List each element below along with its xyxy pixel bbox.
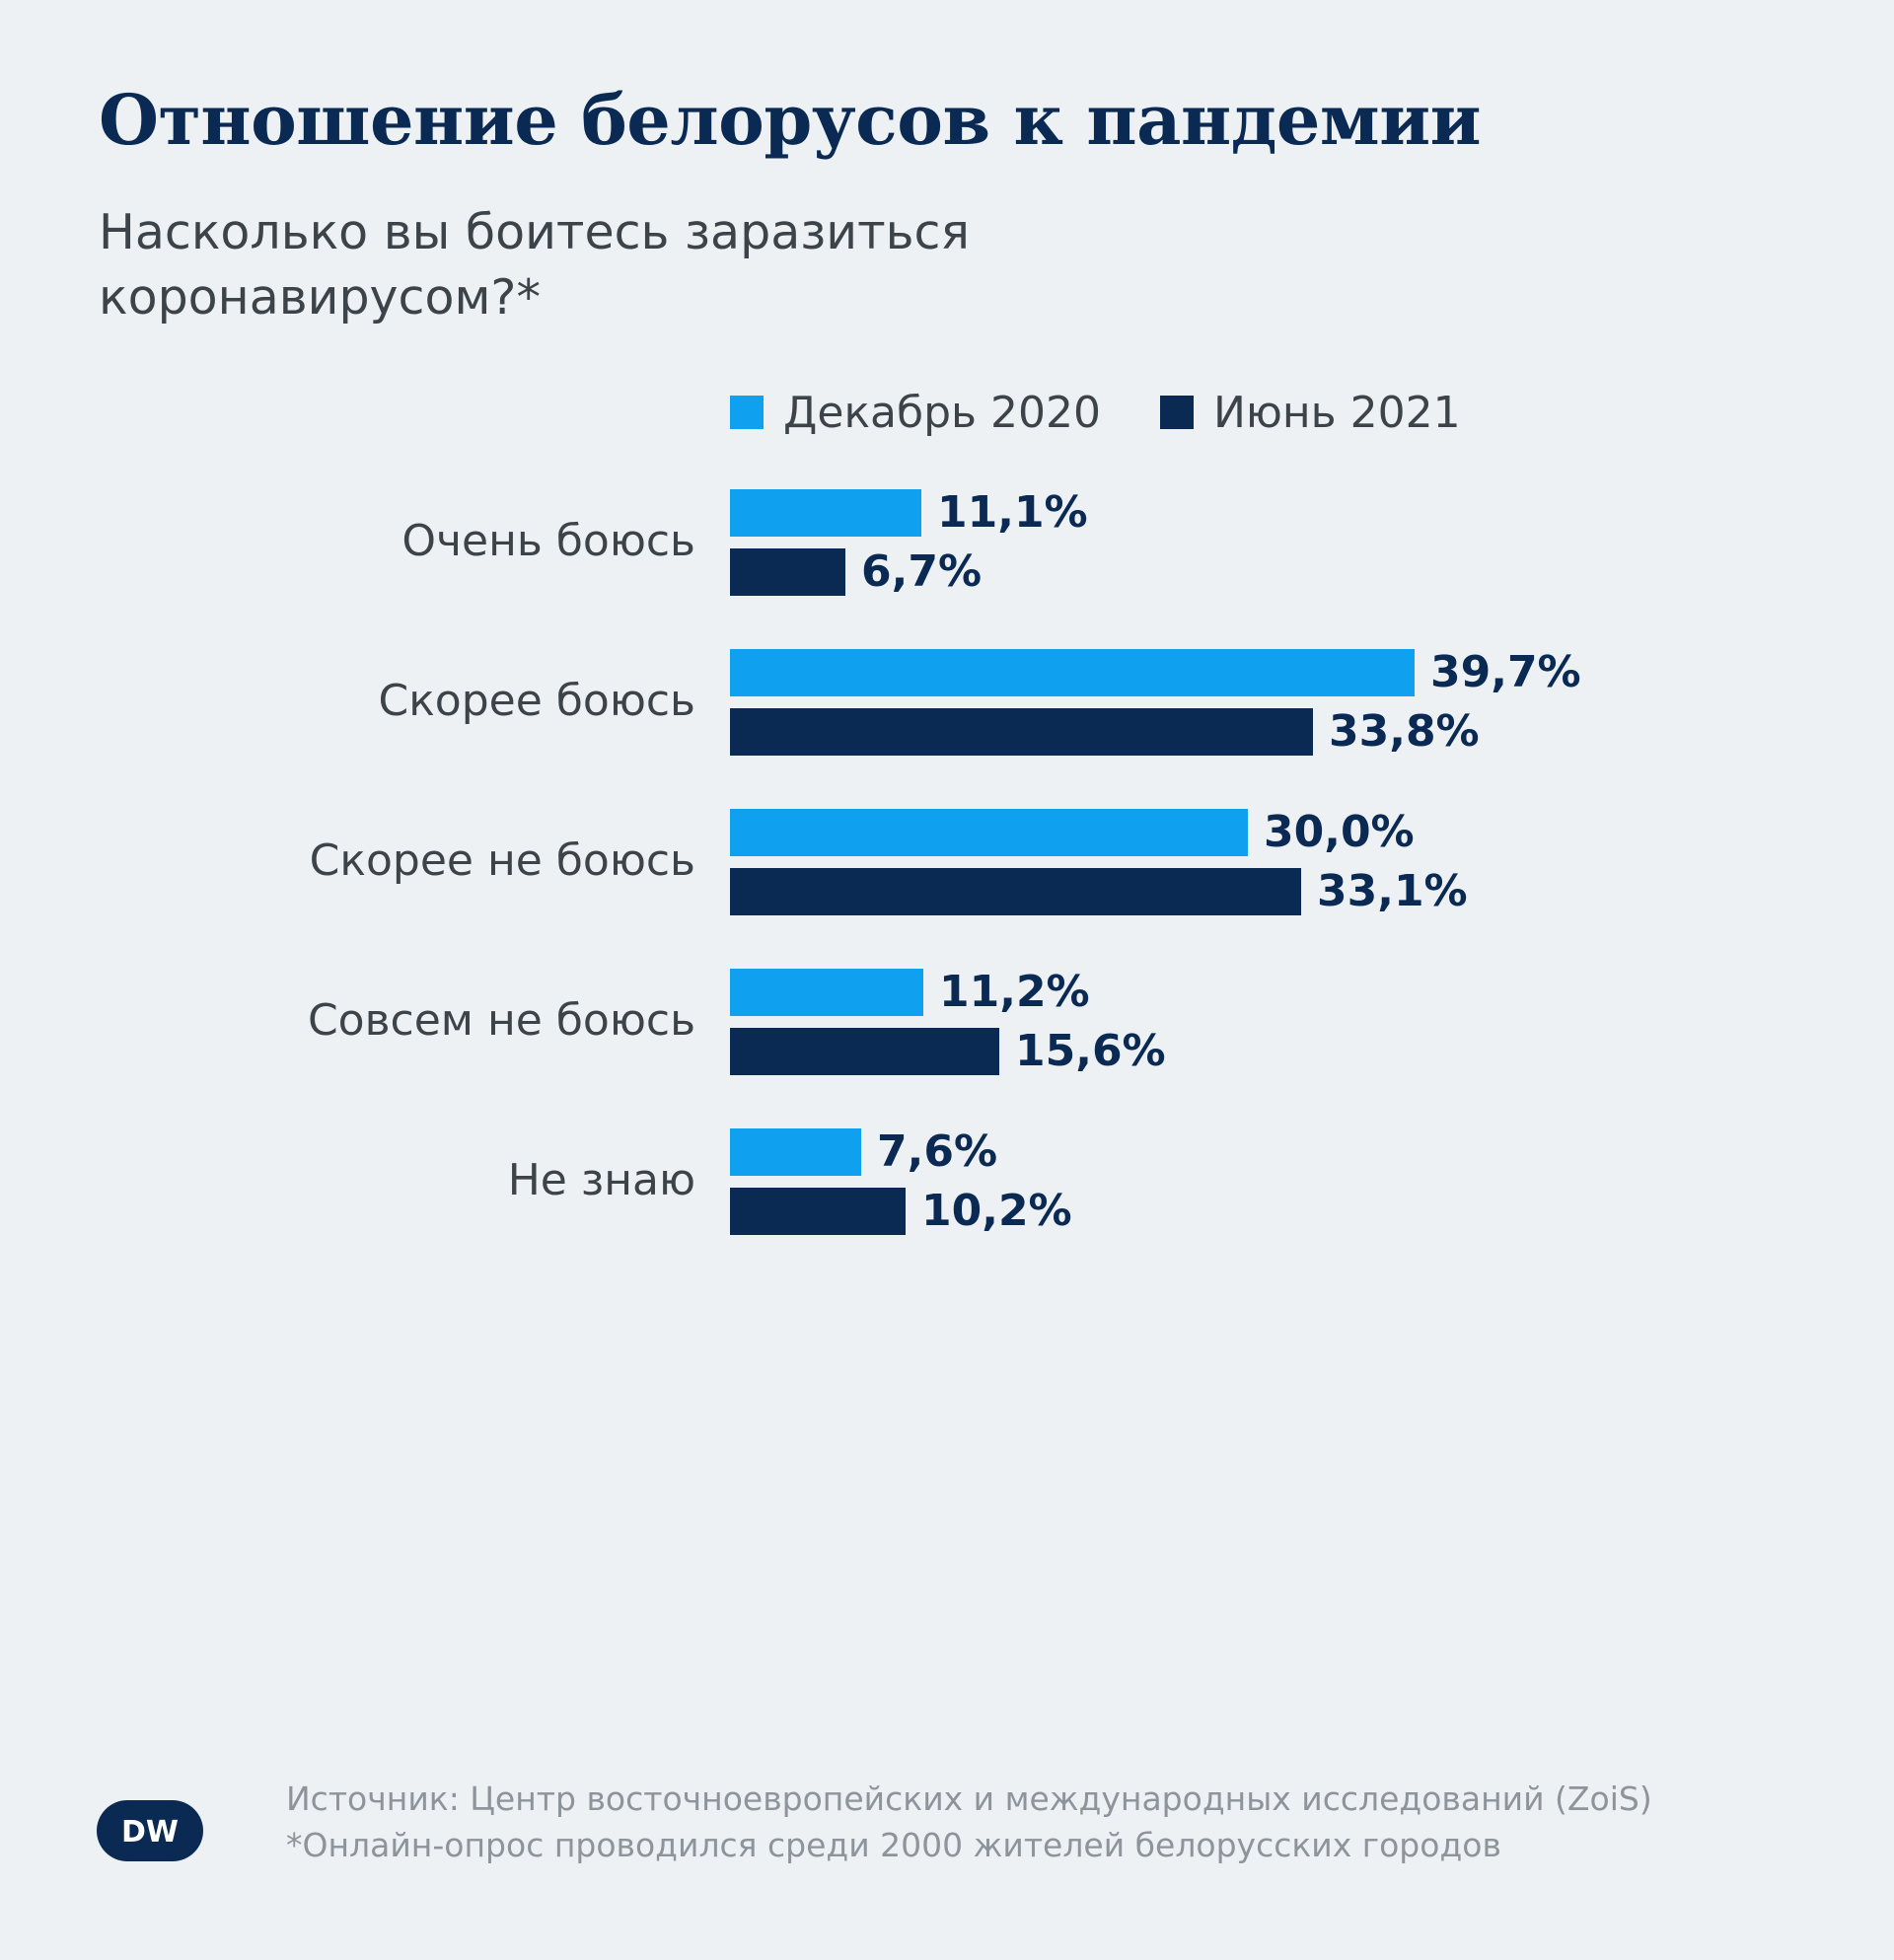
dw-logo-icon — [97, 1800, 203, 1861]
bar-line-december — [730, 1128, 1795, 1176]
legend-item-december-2020 — [730, 388, 1101, 438]
bar-june-2021 — [730, 868, 1301, 915]
bar-line-december — [730, 809, 1795, 856]
bar-december-2020 — [730, 489, 921, 537]
chart-legend — [99, 388, 1795, 438]
bar-december-2020 — [730, 649, 1415, 696]
chart-row — [99, 649, 1795, 756]
bar-group — [730, 649, 1795, 756]
chart-row — [99, 489, 1795, 596]
bar-line-june — [730, 1028, 1795, 1075]
chart-row — [99, 809, 1795, 915]
chart-subtitle: Насколько вы боитесь заразиться коронавирусом?* — [99, 203, 970, 326]
bar-line-december — [730, 489, 1795, 537]
bar-line-june — [730, 868, 1795, 915]
category-label: Скорее не боюсь — [309, 835, 695, 887]
footer — [286, 1777, 1795, 1869]
legend-label: Июнь 2021 — [1212, 387, 1461, 438]
category-label: Совсем не боюсь — [307, 995, 695, 1047]
bar-value-label: 6,7% — [861, 546, 983, 598]
bar-line-december — [730, 649, 1795, 696]
bar-line-june — [730, 1188, 1795, 1235]
bar-june-2021 — [730, 1028, 999, 1075]
bar-value-label: 7,6% — [877, 1126, 998, 1178]
bar-line-december — [730, 969, 1795, 1016]
bar-december-2020 — [730, 1128, 861, 1176]
chart-row — [99, 1128, 1795, 1235]
bar-line-june — [730, 708, 1795, 756]
bar-chart — [99, 489, 1795, 1235]
bar-value-label: 30,0% — [1264, 807, 1415, 858]
bar-december-2020 — [730, 809, 1248, 856]
bar-value-label: 11,2% — [939, 967, 1090, 1018]
bar-value-label: 10,2% — [921, 1186, 1072, 1237]
bar-group — [730, 809, 1795, 915]
bar-june-2021 — [730, 1188, 906, 1235]
bar-value-label: 33,1% — [1317, 866, 1468, 917]
bar-value-label: 15,6% — [1015, 1026, 1166, 1077]
legend-swatch-icon — [1160, 396, 1194, 429]
bar-group — [730, 1128, 1795, 1235]
category-label: Очень боюсь — [401, 516, 695, 567]
bar-group — [730, 969, 1795, 1075]
category-label: Скорее боюсь — [378, 676, 695, 727]
bar-june-2021 — [730, 548, 845, 596]
legend-label: Декабрь 2020 — [783, 387, 1101, 438]
bar-group — [730, 489, 1795, 596]
svg-text:DW: DW — [121, 1815, 179, 1850]
footnote-text: *Онлайн-опрос проводился среди 2000 жителей белорусских городов — [286, 1826, 1501, 1865]
legend-item-june-2021 — [1160, 388, 1461, 438]
bar-line-june — [730, 548, 1795, 596]
bar-june-2021 — [730, 708, 1313, 756]
bar-december-2020 — [730, 969, 923, 1016]
bar-value-label: 11,1% — [937, 487, 1088, 539]
bar-value-label: 33,8% — [1329, 706, 1480, 758]
source-text: Источник: Центр восточноевропейских и международных исследований (ZoiS) — [286, 1779, 1652, 1819]
legend-swatch-icon — [730, 396, 764, 429]
page-title: Отношение белорусов к пандемии — [99, 79, 1482, 161]
chart-row — [99, 969, 1795, 1075]
bar-value-label: 39,7% — [1430, 647, 1581, 698]
category-label: Не знаю — [507, 1155, 695, 1206]
